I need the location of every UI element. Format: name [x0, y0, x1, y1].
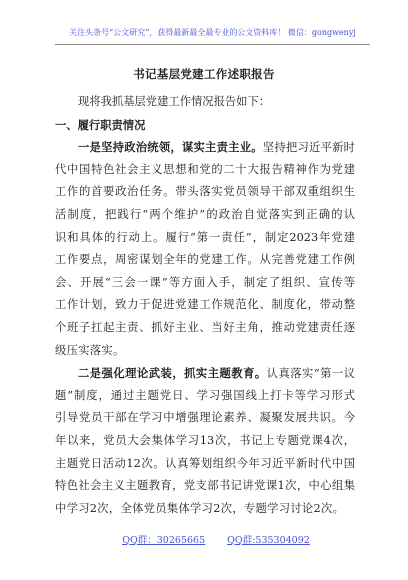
document-title: 书记基层党建工作述职报告 — [133, 67, 275, 81]
paragraph-line: 识和具体的行动上。履行“第一责任”，制定2023年党建 — [55, 230, 355, 244]
paragraph-line: 中学习2次，全体党员集体学习2次，专题学习讨论2次。 — [55, 501, 345, 515]
paragraph-first-line — [55, 136, 355, 159]
paragraph-line: 特色社会主义主题教育，党支部书记讲党课1次，中心组集 — [55, 479, 355, 493]
qq-group-link[interactable]: QQ群:535304092 — [227, 535, 310, 546]
paragraph-line: 引导党员干部在学习中增强理论素养、凝聚发展共识。今 — [55, 411, 355, 425]
paragraph-lead: 二是强化理论武装，抓实主题教育。 — [78, 366, 267, 381]
header-divider — [55, 44, 370, 45]
document-body — [55, 91, 355, 520]
paragraph-line: 年以来，党员大会集体学习13次，书记上专题党课4次， — [55, 433, 355, 447]
paragraph-line: 主题党日活动12次。认真筹划组织今年习近平新时代中国 — [55, 456, 355, 470]
paragraph-text: 坚持把习近平新时 — [262, 141, 355, 155]
paragraph-lead: 一是坚持政治统领，谋实主责主业。 — [78, 140, 263, 155]
paragraph-line: 题”制度，通过主题党日、学习强国线上打卡等学习形式 — [55, 388, 355, 402]
paragraph-line: 活制度，把践行“两个维护”的政治自觉落实到正确的认 — [55, 207, 355, 221]
footer — [100, 533, 332, 549]
header-notice: 关注头条号“公文研究”，获得最新最全最专业的公文资料库！ 微信：gongwenyj — [69, 28, 356, 37]
paragraph-line: 个班子扛起主责、抓好主业、当好主角，推动党建责任逐 — [55, 320, 355, 334]
section-heading: 一、履行职责情况 — [55, 117, 146, 132]
paragraph-line: 工作计划，致力于促进党建工作规范化、制度化，带动整 — [55, 298, 355, 312]
qq-group-link[interactable]: QQ群：30265665 — [122, 535, 206, 546]
paragraph-line: 工作的首要政治任务。带头落实党员领导干部双重组织生 — [55, 185, 355, 199]
intro-line: 现将我抓基层党建工作情况报告如下： — [78, 95, 271, 108]
paragraph-first-line — [55, 362, 355, 385]
paragraph — [55, 136, 355, 362]
paragraph-text: 认真落实“第一议 — [266, 367, 355, 381]
paragraph — [55, 362, 355, 520]
paragraph-line: 会、开展“三会一课”等方面入手，制定了组织、宣传等 — [55, 275, 355, 289]
paragraph-line: 级压实落实。 — [55, 343, 125, 357]
paragraph-line: 代中国特色社会主义思想和党的二十大报告精神作为党建 — [55, 162, 355, 176]
paragraph-line: 工作要点，周密谋划全年的党建工作。从完善党建工作例 — [55, 253, 355, 267]
